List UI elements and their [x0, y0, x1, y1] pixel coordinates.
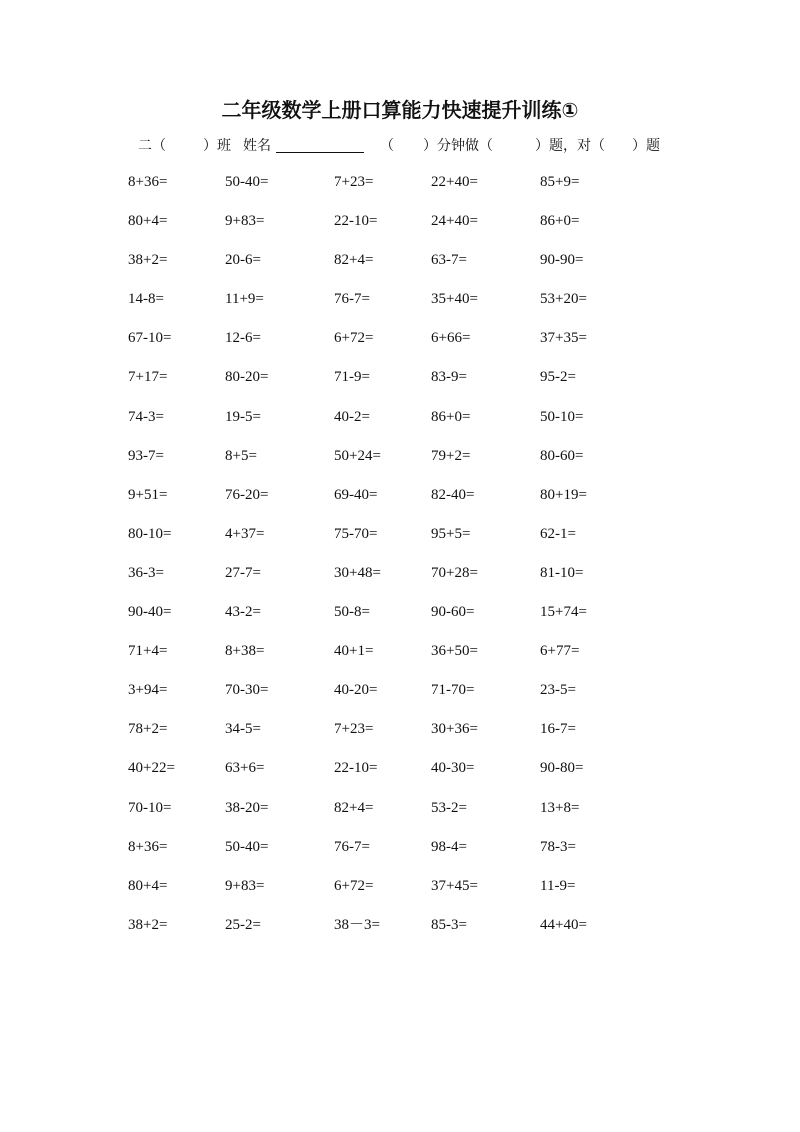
- problem-item: 38+2=: [128, 916, 168, 933]
- problem-row: [0, 714, 800, 753]
- name-label: 姓名: [243, 138, 271, 154]
- problem-row: [0, 323, 800, 362]
- problem-item: 40+22=: [128, 760, 175, 777]
- problem-item: 8+38=: [225, 643, 265, 660]
- problem-item: 6+66=: [431, 330, 471, 347]
- problem-row: [0, 402, 800, 441]
- problem-item: 8+5=: [225, 447, 257, 464]
- problem-item: 50-40=: [225, 174, 269, 190]
- problem-item: 6+72=: [334, 330, 374, 347]
- problem-row: [0, 167, 800, 206]
- problem-row: [0, 793, 800, 832]
- time-open-paren: （: [380, 138, 394, 154]
- problem-item: 22-10=: [334, 760, 378, 777]
- problem-item: 85-3=: [431, 916, 467, 933]
- problem-row: [0, 558, 800, 597]
- problem-item: 36-3=: [128, 564, 164, 581]
- problem-item: 80-20=: [225, 369, 269, 386]
- problem-item: 82+4=: [334, 252, 374, 269]
- problem-item: 11+9=: [225, 291, 264, 308]
- problem-item: 15+74=: [540, 604, 587, 621]
- problem-item: 70-10=: [128, 799, 172, 816]
- problem-item: 30+48=: [334, 564, 381, 581]
- problem-item: 37+45=: [431, 877, 478, 894]
- problem-item: 80-60=: [540, 447, 584, 464]
- problem-item: 25-2=: [225, 916, 261, 933]
- problem-item: 7+23=: [334, 721, 374, 738]
- problem-item: 79+2=: [431, 447, 471, 464]
- problem-item: 69-40=: [334, 486, 378, 503]
- problem-row: [0, 480, 800, 519]
- time-label: ）分钟做（: [423, 138, 493, 154]
- problem-item: 70+28=: [431, 564, 478, 581]
- grade-label: 二（: [138, 138, 166, 154]
- problem-item: 8+36=: [128, 174, 168, 190]
- problem-item: 13+8=: [540, 799, 580, 816]
- problem-item: 70-30=: [225, 682, 269, 699]
- problem-item: 36+50=: [431, 643, 478, 660]
- problem-item: 90-60=: [431, 604, 475, 621]
- problem-item: 23-5=: [540, 682, 576, 699]
- problem-item: 78+2=: [128, 721, 168, 738]
- problem-item: 24+40=: [431, 213, 478, 230]
- problem-row: [0, 245, 800, 284]
- problem-item: 50+24=: [334, 447, 381, 464]
- problem-item: 20-6=: [225, 252, 261, 269]
- problem-item: 86+0=: [431, 408, 471, 425]
- problem-item: 27-7=: [225, 564, 261, 581]
- problem-item: 76-7=: [334, 838, 370, 855]
- problem-item: 53-2=: [431, 799, 467, 816]
- problem-item: 30+36=: [431, 721, 478, 738]
- problem-item: 9+51=: [128, 486, 168, 503]
- problem-item: 71+4=: [128, 643, 168, 660]
- problem-item: 53+20=: [540, 291, 587, 308]
- problem-item: 34-5=: [225, 721, 261, 738]
- problem-row: [0, 519, 800, 558]
- problem-item: 63-7=: [431, 252, 467, 269]
- problem-item: 38+2=: [128, 252, 168, 269]
- problem-item: 75-70=: [334, 525, 378, 542]
- problem-item: 19-5=: [225, 408, 261, 425]
- problem-item: 6+77=: [540, 643, 580, 660]
- problem-item: 8+36=: [128, 838, 168, 855]
- problem-item: 40-20=: [334, 682, 378, 699]
- problem-item: 40+1=: [334, 643, 374, 660]
- problem-item: 63+6=: [225, 760, 265, 777]
- problem-item: 12-6=: [225, 330, 261, 347]
- problem-item: 11-9=: [540, 877, 576, 894]
- problem-item: 90-80=: [540, 760, 584, 777]
- problem-item: 7+23=: [334, 174, 374, 190]
- problem-row: [0, 871, 800, 910]
- problem-item: 4+37=: [225, 525, 265, 542]
- problem-item: 43-2=: [225, 604, 261, 621]
- problem-item: 22+40=: [431, 174, 478, 190]
- correct-label: ）题: [632, 138, 660, 154]
- problem-item: 80+19=: [540, 486, 587, 503]
- problem-item: 81-10=: [540, 564, 584, 581]
- problem-row: [0, 284, 800, 323]
- problem-item: 50-10=: [540, 408, 584, 425]
- problem-item: 71-9=: [334, 369, 370, 386]
- problem-item: 93-7=: [128, 447, 164, 464]
- page-title: 二年级数学上册口算能力快速提升训练①: [221, 98, 579, 122]
- problem-row: [0, 832, 800, 871]
- problem-item: 76-7=: [334, 291, 370, 308]
- problem-row: [0, 206, 800, 245]
- problem-item: 7+17=: [128, 369, 168, 386]
- problem-grid: [0, 167, 800, 949]
- problem-item: 62-1=: [540, 525, 576, 542]
- problem-item: 37+35=: [540, 330, 587, 347]
- problem-item: 38-20=: [225, 799, 269, 816]
- problem-item: 95+5=: [431, 525, 471, 542]
- problem-row: [0, 675, 800, 714]
- name-blank-line[interactable]: [276, 152, 364, 153]
- problem-item: 40-30=: [431, 760, 475, 777]
- problem-item: 80+4=: [128, 877, 168, 894]
- problem-item: 14-8=: [128, 291, 164, 308]
- problem-item: 67-10=: [128, 330, 172, 347]
- problem-item: 38－3=: [334, 916, 380, 933]
- problem-item: 74-3=: [128, 408, 164, 425]
- problem-row: [0, 597, 800, 636]
- problem-item: 80+4=: [128, 213, 168, 230]
- problem-item: 44+40=: [540, 916, 587, 933]
- student-info-line: [0, 134, 800, 158]
- problem-item: 98-4=: [431, 838, 467, 855]
- problem-item: 78-3=: [540, 838, 576, 855]
- problem-item: 35+40=: [431, 291, 478, 308]
- problem-row: [0, 362, 800, 401]
- problem-item: 6+72=: [334, 877, 374, 894]
- problem-item: 95-2=: [540, 369, 576, 386]
- problem-item: 83-9=: [431, 369, 467, 386]
- problem-item: 85+9=: [540, 174, 580, 190]
- problem-item: 50-40=: [225, 838, 269, 855]
- problem-item: 76-20=: [225, 486, 269, 503]
- problem-item: 50-8=: [334, 604, 370, 621]
- problem-item: 9+83=: [225, 213, 265, 230]
- problem-row: [0, 753, 800, 792]
- problem-row: [0, 441, 800, 480]
- problem-item: 86+0=: [540, 213, 580, 230]
- problem-item: 82+4=: [334, 799, 374, 816]
- class-label: ）班: [203, 138, 231, 154]
- questions-label: ）题，对（: [535, 138, 605, 154]
- problem-item: 90-90=: [540, 252, 584, 269]
- problem-row: [0, 636, 800, 675]
- problem-item: 80-10=: [128, 525, 172, 542]
- problem-item: 9+83=: [225, 877, 265, 894]
- problem-item: 16-7=: [540, 721, 576, 738]
- problem-item: 40-2=: [334, 408, 370, 425]
- problem-item: 71-70=: [431, 682, 475, 699]
- problem-item: 3+94=: [128, 682, 168, 699]
- problem-item: 90-40=: [128, 604, 172, 621]
- problem-row: [0, 910, 800, 949]
- problem-item: 22-10=: [334, 213, 378, 230]
- problem-item: 82-40=: [431, 486, 475, 503]
